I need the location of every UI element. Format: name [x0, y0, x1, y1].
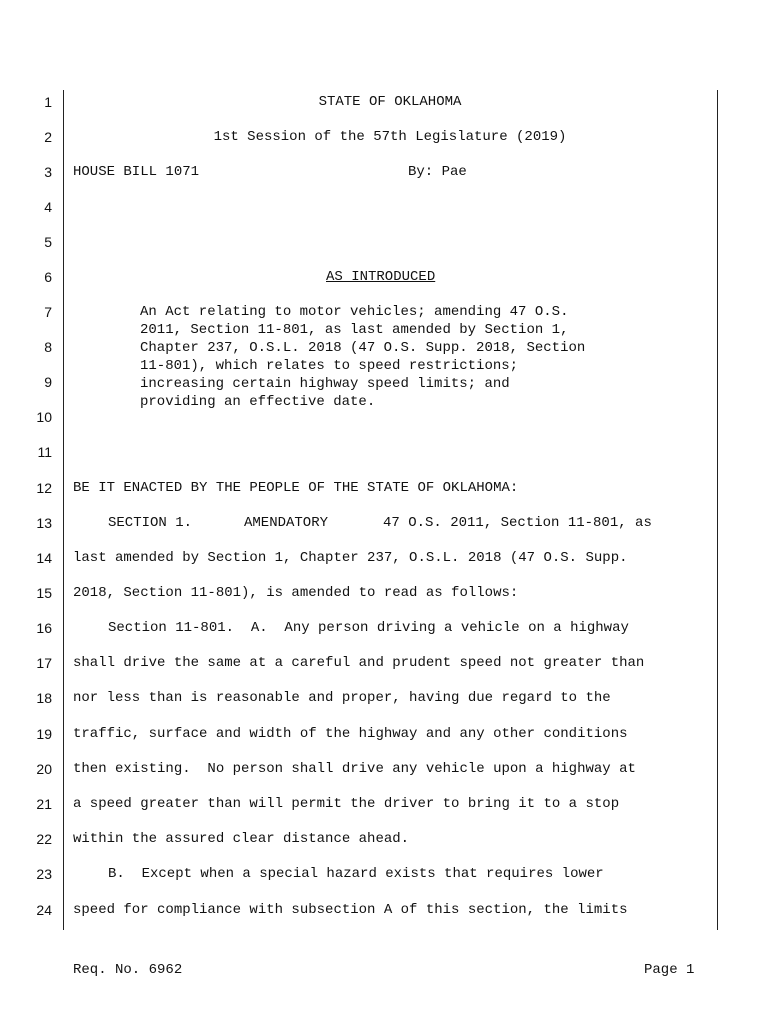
line-number: 8	[44, 339, 52, 355]
section-citation: 47 O.S. 2011, Section 11-801, as	[383, 515, 652, 531]
line-number: 9	[44, 374, 52, 390]
line-number: 14	[36, 550, 52, 566]
line-number: 4	[44, 199, 52, 215]
enacting-clause: BE IT ENACTED BY THE PEOPLE OF THE STATE OF OKLAHOMA:	[73, 480, 519, 496]
line-number: 20	[36, 761, 52, 777]
right-margin-rule	[717, 90, 718, 930]
body-line: nor less than is reasonable and proper, having due regard to the	[73, 690, 611, 706]
line-number: 7	[44, 304, 52, 320]
left-margin-rule	[63, 90, 64, 930]
body-line: 2018, Section 11-801), is amended to read as follows:	[73, 585, 519, 601]
session-heading: 1st Session of the 57th Legislature (2019)	[213, 129, 567, 145]
section-number: SECTION 1.	[108, 515, 193, 531]
page-number: Page 1	[644, 962, 695, 978]
title-line: 2011, Section 11-801, as last amended by Section 1,	[140, 322, 569, 338]
line-number: 5	[44, 234, 52, 250]
line-number: 1	[44, 94, 52, 110]
bill-author: By: Pae	[408, 164, 467, 180]
body-line: Section 11-801. A. Any person driving a vehicle on a highway	[108, 620, 629, 636]
line-number: 17	[36, 655, 52, 671]
title-line: increasing certain highway speed limits; and	[140, 376, 510, 392]
body-line: within the assured clear distance ahead.	[73, 831, 410, 847]
line-number: 19	[36, 726, 52, 742]
body-line: speed for compliance with subsection A of this section, the limits	[73, 902, 628, 918]
title-line: 11-801), which relates to speed restrictions;	[140, 358, 519, 374]
line-number: 18	[36, 690, 52, 706]
section-type: AMENDATORY	[244, 515, 329, 531]
line-number: 11	[37, 444, 52, 460]
line-number: 6	[44, 269, 52, 285]
request-number: Req. No. 6962	[73, 962, 183, 978]
line-number: 22	[36, 831, 52, 847]
body-line: a speed greater than will permit the driver to bring it to a stop	[73, 796, 620, 812]
body-line: B. Except when a special hazard exists that requires lower	[108, 866, 604, 882]
line-number: 21	[36, 796, 52, 812]
title-line: An Act relating to motor vehicles; amending 47 O.S.	[140, 304, 569, 320]
line-number: 2	[44, 129, 52, 145]
line-number: 24	[36, 902, 52, 918]
line-number: 12	[36, 480, 52, 496]
status-text: AS INTRODUCED	[326, 269, 436, 285]
title-line: providing an effective date.	[140, 394, 376, 410]
body-line: shall drive the same at a careful and prudent speed not greater than	[73, 655, 645, 671]
title-line: Chapter 237, O.S.L. 2018 (47 O.S. Supp. 2018, Section	[140, 340, 586, 356]
line-number: 16	[36, 620, 52, 636]
bill-number: HOUSE BILL 1071	[73, 164, 200, 180]
body-line: traffic, surface and width of the highway and any other conditions	[73, 726, 628, 742]
line-number: 3	[44, 164, 52, 180]
line-number: 10	[36, 409, 52, 425]
line-number: 13	[36, 515, 52, 531]
state-heading: STATE OF OKLAHOMA	[318, 94, 462, 110]
line-number: 15	[36, 585, 52, 601]
status-heading	[326, 269, 435, 285]
body-line: last amended by Section 1, Chapter 237, O.S.L. 2018 (47 O.S. Supp.	[73, 550, 628, 566]
body-line: then existing. No person shall drive any vehicle upon a highway at	[73, 761, 636, 777]
line-number: 23	[36, 866, 52, 882]
